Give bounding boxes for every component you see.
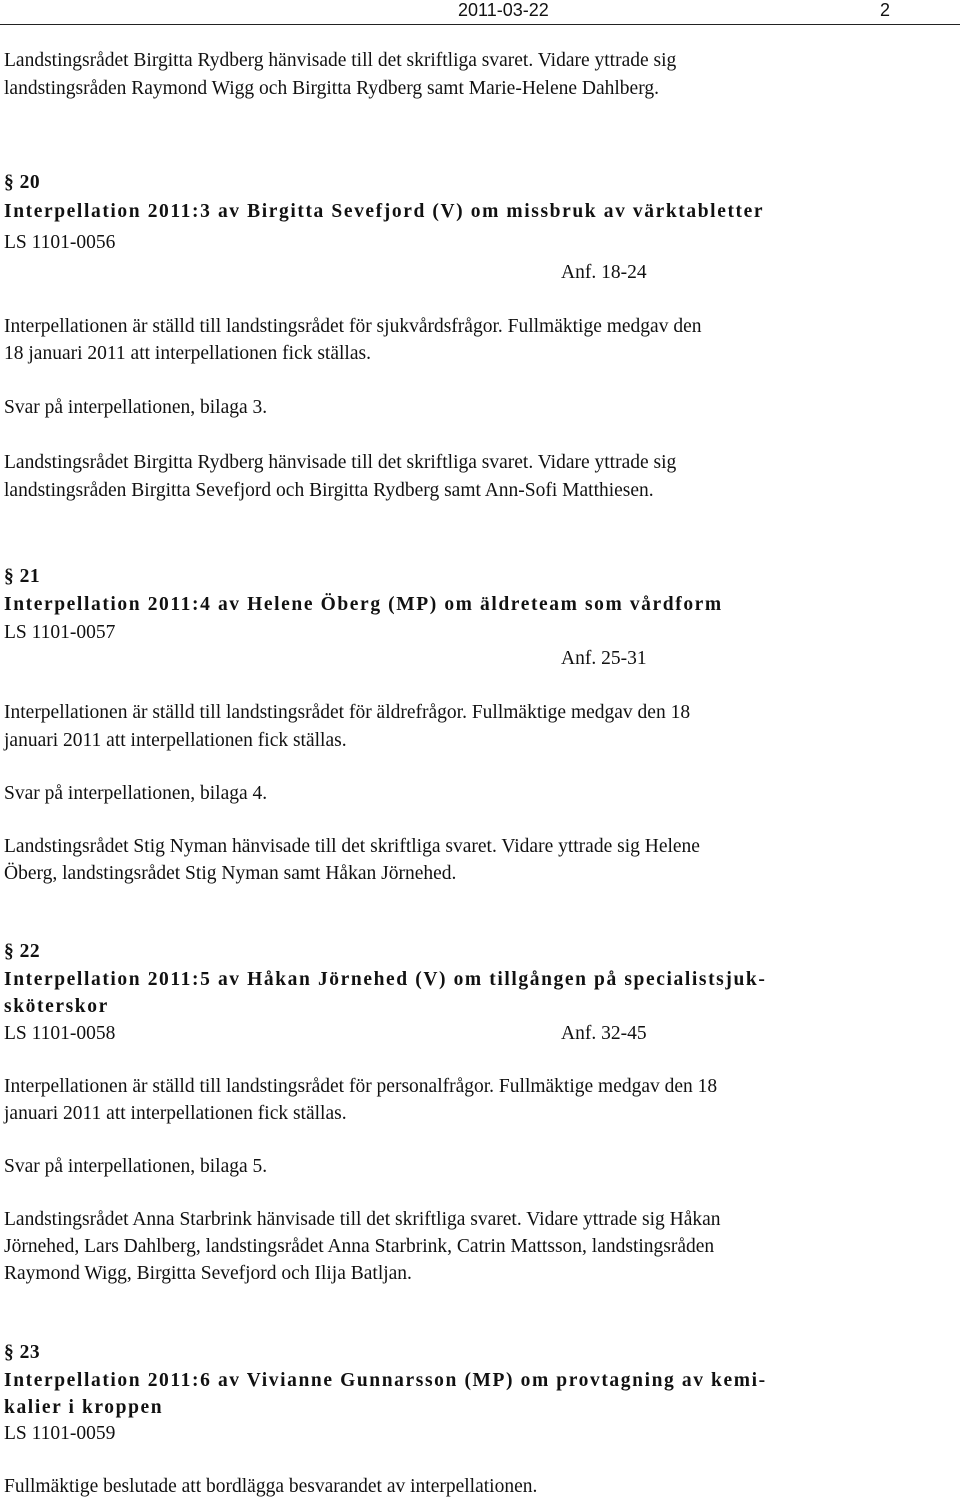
paragraph-line: 18 januari 2011 att interpellationen fick ställas.	[4, 343, 371, 364]
section-number: § 22	[4, 941, 41, 962]
paragraph-line: Interpellationen är ställd till landstingsrådet för personalfrågor. Fullmäktige medgav den 18	[4, 1076, 718, 1097]
paragraph-line: Raymond Wigg, Birgitta Sevefjord och Ilija Batljan.	[4, 1263, 412, 1284]
answer-attachment: Svar på interpellationen, bilaga 5.	[4, 1156, 268, 1177]
section-title: Interpellation 2011:3 av Birgitta Sevefjord (V) om missbruk av värktabletter	[4, 201, 765, 222]
paragraph-line: Interpellationen är ställd till landstingsrådet för äldrefrågor. Fullmäktige medgav den 18	[4, 702, 691, 723]
section-title: Interpellation 2011:4 av Helene Öberg (MP) om äldreteam som vårdform	[4, 594, 723, 615]
intro-line: Landstingsrådet Birgitta Rydberg hänvisade till det skriftliga svaret. Vidare yttrade sig	[4, 50, 677, 71]
section-title: Interpellation 2011:6 av Vivianne Gunnarsson (MP) om provtagning av kemi-	[4, 1370, 767, 1391]
header-rule	[0, 24, 960, 25]
paragraph-line: Landstingsrådet Stig Nyman hänvisade till det skriftliga svaret. Vidare yttrade sig Helene	[4, 836, 700, 857]
speech-reference: Anf. 32-45	[561, 1023, 647, 1044]
answer-attachment: Svar på interpellationen, bilaga 4.	[4, 783, 268, 804]
paragraph-line: Landstingsrådet Birgitta Rydberg hänvisade till det skriftliga svaret. Vidare yttrade sig	[4, 452, 677, 473]
paragraph-line: januari 2011 att interpellationen fick ställas.	[4, 730, 347, 751]
paragraph-line: januari 2011 att interpellationen fick ställas.	[4, 1103, 347, 1124]
section-title: sköterskor	[4, 996, 109, 1017]
section-title: kalier i kroppen	[4, 1397, 164, 1418]
case-reference: LS 1101-0056	[4, 232, 116, 253]
speech-reference: Anf. 25-31	[561, 648, 647, 669]
section-number: § 20	[4, 172, 41, 193]
decision-text: Fullmäktige beslutade att bordlägga besvarandet av interpellationen.	[4, 1476, 538, 1497]
case-reference: LS 1101-0058	[4, 1023, 116, 1044]
paragraph-line: Landstingsrådet Anna Starbrink hänvisade till det skriftliga svaret. Vidare yttrade sig Håkan	[4, 1209, 721, 1230]
section-number: § 21	[4, 566, 41, 587]
document-date: 2011-03-22	[458, 0, 549, 20]
speech-reference: Anf. 18-24	[561, 262, 647, 283]
paragraph-line: landstingsråden Birgitta Sevefjord och Birgitta Rydberg samt Ann-Sofi Matthiesen.	[4, 480, 654, 501]
section-title: Interpellation 2011:5 av Håkan Jörnehed (V) om tillgången på specialistsjuk-	[4, 969, 767, 990]
paragraph-line: Öberg, landstingsrådet Stig Nyman samt Håkan Jörnehed.	[4, 863, 457, 884]
case-reference: LS 1101-0059	[4, 1423, 116, 1444]
paragraph-line: Jörnehed, Lars Dahlberg, landstingsrådet Anna Starbrink, Catrin Mattsson, landstingsråden	[4, 1236, 715, 1257]
answer-attachment: Svar på interpellationen, bilaga 3.	[4, 397, 268, 418]
section-number: § 23	[4, 1342, 41, 1363]
paragraph-line: Interpellationen är ställd till landstingsrådet för sjukvårdsfrågor. Fullmäktige medgav den	[4, 316, 702, 337]
case-reference: LS 1101-0057	[4, 622, 116, 643]
page-number: 2	[880, 0, 891, 20]
intro-line: landstingsråden Raymond Wigg och Birgitta Rydberg samt Marie-Helene Dahlberg.	[4, 78, 659, 99]
